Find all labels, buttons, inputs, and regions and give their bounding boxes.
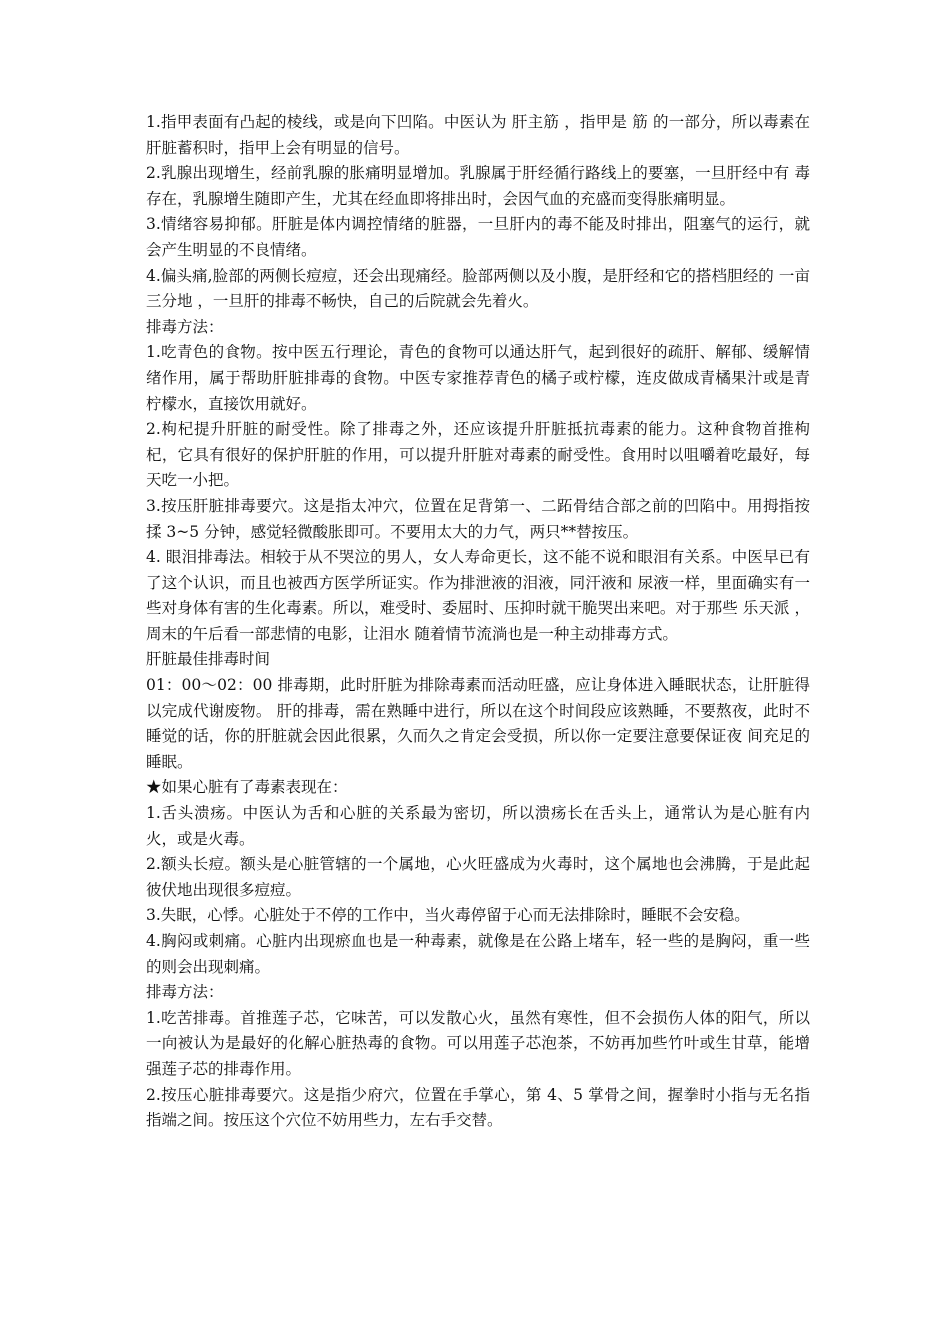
paragraph-liver-time: 01：00～02：00 排毒期，此时肝脏为排除毒素而活动旺盛，应让身体进入睡眠状态，让肝脏得以完成代谢废物。 肝的排毒，需在熟睡中进行，所以在这个时间段应该熟睡，不要熬夜，此时不睡觉的话，你的肝脏就会因此很累，久而久之肯定会受损，所以你一定要注意要保证夜 间充足的睡眠。: [146, 676, 810, 771]
paragraph-heart-sign-4: 4.胸闷或刺痛。心脏内出现瘀血也是一种毒素，就像是在公路上堵车，轻一些的是胸闷，重一些的则会出现刺痛。: [146, 932, 810, 976]
paragraph-heart-method-2: 2.按压心脏排毒要穴。这是指少府穴，位置在手掌心，第 4、5 掌骨之间，握拳时小指与无名指指端之间。按压这个穴位不妨用些力，左右手交替。: [146, 1085, 810, 1130]
paragraph-liver-sign-4: 4.偏头痛,脸部的两侧长痘痘，还会出现痛经。脸部两侧以及小腹，是肝经和它的搭档胆经的 一亩三分地 ，一旦肝的排毒不畅快，自己的后院就会先着火。: [146, 266, 810, 311]
paragraph-liver-method-3: 3.按压肝脏排毒要穴。这是指太冲穴，位置在足背第一、二跖骨结合部之前的凹陷中。用拇指按揉 3~5 分钟，感觉轻微酸胀即可。不要用太大的力气，两只**替按压。: [146, 496, 810, 541]
section-heading-liver-methods: 排毒方法：: [146, 317, 224, 336]
paragraph-liver-sign-3: 3.情绪容易抑郁。肝脏是体内调控情绪的脏器，一旦肝内的毒不能及时排出，阻塞气的运行，就会产生明显的不良情绪。: [146, 215, 810, 259]
section-heading-heart-methods: 排毒方法：: [146, 983, 224, 1002]
paragraph-liver-sign-2: 2.乳腺出现增生，经前乳腺的胀痛明显增加。乳腺属于肝经循行路线上的要塞，一旦肝经中有 毒 存在，乳腺增生随即产生，尤其在经血即将排出时，会因气血的充盛而变得胀痛明显。: [146, 164, 810, 208]
paragraph-liver-method-1: 1.吃青色的食物。按中医五行理论，青色的食物可以通达肝气，起到很好的疏肝、解郁、缓解情绪作用，属于帮助肝脏排毒的食物。中医专家推荐青色的橘子或柠檬，连皮做成青橘果汁或是青柠檬水，直接饮用就好。: [146, 343, 810, 413]
paragraph-liver-sign-1: 1.指甲表面有凸起的棱线，或是向下凹陷。中医认为 肝主筋 ，指甲是 筋 的一部分，所以毒素在肝脏蓄积时，指甲上会有明显的信号。: [146, 113, 810, 157]
document-body: [146, 110, 810, 1134]
paragraph-heart-sign-1: 1.舌头溃疡。中医认为舌和心脏的关系最为密切，所以溃疡长在舌头上，通常认为是心脏有内火，或是火毒。: [146, 804, 810, 848]
paragraph-heart-sign-3: 3.失眠，心悸。心脏处于不停的工作中，当火毒停留于心而无法排除时，睡眠不会安稳。: [146, 906, 750, 925]
section-heading-liver-time: 肝脏最佳排毒时间: [146, 650, 271, 669]
section-heading-heart-signs: ★如果心脏有了毒素表现在：: [146, 778, 348, 797]
paragraph-heart-sign-2: 2.额头长痘。额头是心脏管辖的一个属地，心火旺盛成为火毒时，这个属地也会沸腾，于是此起彼伏地出现很多痘痘。: [146, 855, 810, 899]
paragraph-heart-method-1: 1.吃苦排毒。首推莲子芯，它味苦，可以发散心火，虽然有寒性，但不会损伤人体的阳气，所以一向被认为是最好的化解心脏热毒的食物。可以用莲子芯泡茶，不妨再加些竹叶或生甘草，能增强莲子芯的排毒作用。: [146, 1008, 810, 1078]
paragraph-liver-method-2: 2.枸杞提升肝脏的耐受性。除了排毒之外，还应该提升肝脏抵抗毒素的能力。这种食物首推枸杞，它具有很好的保护肝脏的作用，可以提升肝脏对毒素的耐受性。食用时以咀嚼着吃最好，每天吃一小把。: [146, 420, 810, 490]
paragraph-liver-method-4: 4. 眼泪排毒法。相较于从不哭泣的男人，女人寿命更长，这不能不说和眼泪有关系。中医早已有了这个认识，而且也被西方医学所证实。作为排泄液的泪液，同汗液和 尿液一样，里面确实有一些对身体有害的生化毒素。所以，难受时、委屈时、压抑时就干脆哭出来吧。对于那些 乐天派 ，周末的午后看一部悲情的电影，让泪水 随着情节流淌也是一种主动排毒方式。: [146, 548, 810, 643]
